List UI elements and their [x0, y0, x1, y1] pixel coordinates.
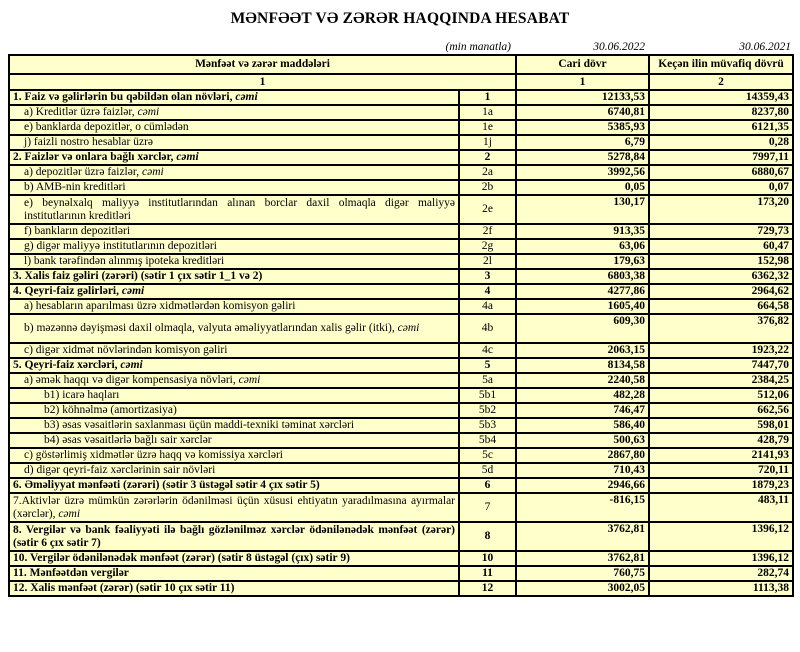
row-code: 12 — [459, 581, 516, 596]
row-value-previous: 664,58 — [649, 299, 793, 314]
row-value-current: 3002,05 — [516, 581, 649, 596]
row-label-text: 6. Əməliyyat mənfəəti (zərəri) (sətir 3 üstəgəl sətir 4 çıx sətir 5) — [13, 479, 320, 491]
row-code: 10 — [459, 551, 516, 566]
row-label — [9, 343, 459, 358]
table-row — [9, 269, 793, 284]
row-label-text: l) bank tərəfindən alınmış ipoteka kreditləri — [24, 255, 225, 267]
row-label — [9, 180, 459, 195]
report-meta-row — [8, 41, 792, 53]
table-row — [9, 165, 793, 180]
table-row — [9, 403, 793, 418]
row-label — [9, 581, 459, 596]
row-label — [9, 254, 459, 269]
row-label-text: 11. Mənfəətdən vergilər — [13, 567, 129, 579]
row-value-current: 2240,58 — [516, 373, 649, 388]
row-code: 4 — [459, 284, 516, 299]
row-label — [9, 566, 459, 581]
row-value-previous: 1396,12 — [649, 551, 793, 566]
row-value-current: 12133,53 — [516, 90, 649, 105]
row-label-text: b3) əsas vəsaitlərin saxlanması üçün maddi-texniki təminat xərcləri — [44, 419, 355, 431]
row-label — [9, 522, 459, 551]
row-value-current: 3762,81 — [516, 551, 649, 566]
row-label-text: f) bankların depozitləri — [24, 225, 131, 237]
row-label — [9, 299, 459, 314]
previous-period-date: 30.06.2021 — [739, 41, 791, 53]
row-code: 2b — [459, 180, 516, 195]
row-value-previous: 0,28 — [649, 135, 793, 150]
table-row — [9, 463, 793, 478]
row-value-previous: 1879,23 — [649, 478, 793, 493]
row-code: 5b2 — [459, 403, 516, 418]
row-label-text: a) əmək haqqı və digər kompensasiya növləri, — [24, 374, 239, 386]
row-value-current: -816,15 — [516, 493, 649, 522]
row-label — [9, 448, 459, 463]
row-code: 5b4 — [459, 433, 516, 448]
row-code: 5d — [459, 463, 516, 478]
row-label-text: 3. Xalis faiz gəliri (zərəri) (sətir 1 çıx sətir 1_1 və 2) — [13, 270, 263, 282]
row-value-previous: 2384,25 — [649, 373, 793, 388]
table-row — [9, 343, 793, 358]
row-code: 4a — [459, 299, 516, 314]
row-value-previous: 662,56 — [649, 403, 793, 418]
row-value-current: 63,06 — [516, 239, 649, 254]
table-row — [9, 478, 793, 493]
table-row — [9, 120, 793, 135]
row-label-text: a) depozitlər üzrə faizlər, — [24, 166, 142, 178]
row-value-current: 710,43 — [516, 463, 649, 478]
unit-note: (min manatla) — [445, 41, 511, 53]
row-label-text: b2) köhnəlmə (amortizasiya) — [44, 404, 177, 416]
row-value-current: 913,35 — [516, 224, 649, 239]
profit-loss-table — [8, 54, 794, 597]
row-label — [9, 90, 459, 105]
row-code: 1e — [459, 120, 516, 135]
row-label-text: 5. Qeyri-faiz xərcləri, — [13, 359, 121, 371]
table-row — [9, 314, 793, 343]
table-row — [9, 195, 793, 224]
table-row — [9, 135, 793, 150]
row-value-previous: 7997,11 — [649, 150, 793, 165]
row-value-current: 179,63 — [516, 254, 649, 269]
row-label-text: c) göstərlimiş xidmətlər üzrə haqq və komissiya xərcləri — [24, 449, 283, 461]
row-label — [9, 165, 459, 180]
row-label-text: 2. Faizlər və onlara bağlı xərclər, — [13, 151, 177, 163]
row-value-current: 0,05 — [516, 180, 649, 195]
row-label-text: 1. Faiz və gəlirlərin bu qəbildən olan növləri, — [13, 91, 236, 103]
row-code: 7 — [459, 493, 516, 522]
row-value-current: 6803,38 — [516, 269, 649, 284]
row-value-previous: 512,06 — [649, 388, 793, 403]
row-label-text: d) digər qeyri-faiz xərclərinin sair növləri — [24, 464, 216, 476]
row-code: 1a — [459, 105, 516, 120]
column-header-items: Mənfəət və zərər maddələri — [9, 55, 516, 74]
row-value-previous: 376,82 — [649, 314, 793, 343]
row-label — [9, 314, 459, 343]
row-value-current: 2063,15 — [516, 343, 649, 358]
row-value-previous: 729,73 — [649, 224, 793, 239]
table-row — [9, 254, 793, 269]
row-label — [9, 358, 459, 373]
table-row — [9, 566, 793, 581]
row-value-previous: 6880,67 — [649, 165, 793, 180]
row-label-text: c) digər xidmət növlərindən komisyon gəliri — [24, 344, 228, 356]
column-index-previous: 2 — [649, 74, 793, 90]
row-value-previous: 2141,93 — [649, 448, 793, 463]
table-row — [9, 551, 793, 566]
row-value-previous: 7447,70 — [649, 358, 793, 373]
row-value-previous: 0,07 — [649, 180, 793, 195]
page-title: MƏNFƏƏT VƏ ZƏRƏR HAQQINDA HESABAT — [230, 10, 570, 27]
row-value-current: 586,40 — [516, 418, 649, 433]
table-row — [9, 373, 793, 388]
row-value-current: 2946,66 — [516, 478, 649, 493]
row-value-current: 5385,93 — [516, 120, 649, 135]
row-label-text: 12. Xalis mənfəət (zərər) (sətir 10 çıx sətir 11) — [13, 582, 235, 594]
row-label — [9, 418, 459, 433]
row-value-previous: 720,11 — [649, 463, 793, 478]
table-row — [9, 581, 793, 596]
row-value-previous: 483,11 — [649, 493, 793, 522]
row-label-italic-suffix: cəmi — [141, 166, 164, 178]
row-label-italic-suffix: cəmi — [235, 91, 258, 103]
column-header-previous-period: Keçən ilin müvafiq dövrü — [649, 55, 793, 74]
row-code: 5a — [459, 373, 516, 388]
row-value-previous: 1923,22 — [649, 343, 793, 358]
row-label — [9, 373, 459, 388]
row-value-previous: 152,98 — [649, 254, 793, 269]
table-row — [9, 448, 793, 463]
row-code: 5c — [459, 448, 516, 463]
row-label — [9, 120, 459, 135]
row-label — [9, 150, 459, 165]
row-label — [9, 269, 459, 284]
row-code: 2 — [459, 150, 516, 165]
table-row — [9, 388, 793, 403]
row-code: 6 — [459, 478, 516, 493]
row-value-previous: 1113,38 — [649, 581, 793, 596]
row-label-italic-suffix: cəmi — [176, 151, 199, 163]
row-value-previous: 598,01 — [649, 418, 793, 433]
header-row-labels — [9, 55, 793, 74]
row-value-current: 6,79 — [516, 135, 649, 150]
row-value-previous: 6362,32 — [649, 269, 793, 284]
row-label-italic-suffix: cəmi — [137, 106, 160, 118]
table-row — [9, 358, 793, 373]
row-value-current: 482,28 — [516, 388, 649, 403]
table-row — [9, 493, 793, 522]
row-label-italic-suffix: cəmi — [238, 374, 261, 386]
row-label — [9, 551, 459, 566]
row-code: 8 — [459, 522, 516, 551]
table-row — [9, 418, 793, 433]
row-label-text: a) hesabların aparılması üzrə xidmətlərdən komisyon gəliri — [24, 300, 296, 312]
row-code: 5 — [459, 358, 516, 373]
row-value-previous: 1396,12 — [649, 522, 793, 551]
row-label-text: g) digər maliyyə institutlarının depozitləri — [24, 240, 217, 252]
row-code: 5b1 — [459, 388, 516, 403]
row-label-text: b) məzənnə dəyişməsi daxil olmaqla, valyuta əməliyyatlarından xalis gəlir (itki), — [24, 322, 398, 334]
row-code: 2e — [459, 195, 516, 224]
row-value-current: 3992,56 — [516, 165, 649, 180]
table-row — [9, 90, 793, 105]
table-row — [9, 150, 793, 165]
row-label — [9, 493, 459, 522]
row-value-current: 130,17 — [516, 195, 649, 224]
row-label-text: e) beynəlxalq maliyyə institutlarından alınan borclar daxil olmaqla digər maliyyə institutlarının kreditləri — [24, 196, 455, 222]
table-header — [9, 55, 793, 90]
row-code: 5b3 — [459, 418, 516, 433]
row-code: 2f — [459, 224, 516, 239]
row-code: 3 — [459, 269, 516, 284]
row-label — [9, 478, 459, 493]
row-code: 2l — [459, 254, 516, 269]
table-row — [9, 180, 793, 195]
row-value-current: 500,63 — [516, 433, 649, 448]
row-label — [9, 105, 459, 120]
current-period-date: 30.06.2022 — [593, 41, 645, 53]
table-row — [9, 105, 793, 120]
row-label — [9, 135, 459, 150]
row-value-current: 2867,80 — [516, 448, 649, 463]
table-row — [9, 433, 793, 448]
row-label-italic-suffix: cəmi — [58, 507, 81, 520]
row-label-text: 4. Qeyri-faiz gəlirləri, — [13, 285, 122, 297]
row-code: 1j — [459, 135, 516, 150]
row-label — [9, 239, 459, 254]
row-label-text: 7.Aktivlər üzrə mümkün zərərlərin ödənilməsi üçün xüsusi ehtiyatın yaradılmasına ayırmalar (xərclər), — [13, 494, 455, 520]
column-header-current-period: Cari dövr — [516, 55, 649, 74]
row-value-previous: 173,20 — [649, 195, 793, 224]
report-table-body — [9, 90, 793, 596]
row-label — [9, 388, 459, 403]
row-code: 1 — [459, 90, 516, 105]
table-row — [9, 224, 793, 239]
row-code: 11 — [459, 566, 516, 581]
row-label-text: e) banklarda depozitlər, o cümlədən — [24, 121, 189, 133]
row-value-current: 760,75 — [516, 566, 649, 581]
row-code: 4b — [459, 314, 516, 343]
row-value-current: 6740,81 — [516, 105, 649, 120]
row-value-previous: 2964,62 — [649, 284, 793, 299]
row-label-text: 10. Vergilər ödənilənədək mənfəət (zərər) (sətir 8 üstəgəl (çıx) sətir 9) — [13, 552, 350, 564]
row-label-text: j) faizli nostro hesablar üzrə — [24, 136, 153, 148]
row-value-current: 4277,86 — [516, 284, 649, 299]
row-label — [9, 224, 459, 239]
header-row-indexes — [9, 74, 793, 90]
row-label — [9, 284, 459, 299]
row-value-current: 746,47 — [516, 403, 649, 418]
row-value-current: 609,30 — [516, 314, 649, 343]
row-label-text: 8. Vergilər və bank fəaliyyəti ilə bağlı gözlənilməz xərclər ödənilənədək mənfəət (zərər) (sətir 6 çıx sətir 7) — [13, 523, 455, 549]
row-value-current: 8134,58 — [516, 358, 649, 373]
row-code: 2g — [459, 239, 516, 254]
row-label-text: b4) əsas vəsaitlərlə bağlı sair xərclər — [44, 434, 212, 446]
row-label — [9, 403, 459, 418]
row-label — [9, 463, 459, 478]
table-row — [9, 284, 793, 299]
row-value-previous: 14359,43 — [649, 90, 793, 105]
row-value-current: 1605,40 — [516, 299, 649, 314]
row-value-previous: 428,79 — [649, 433, 793, 448]
row-code: 2a — [459, 165, 516, 180]
row-label-text: b1) icarə haqları — [44, 389, 120, 401]
row-value-previous: 282,74 — [649, 566, 793, 581]
column-index-items: 1 — [9, 74, 516, 90]
table-row — [9, 239, 793, 254]
row-value-current: 5278,84 — [516, 150, 649, 165]
row-label-text: a) Kreditlər üzrə faizlər, — [24, 106, 138, 118]
row-label-italic-suffix: cəmi — [397, 322, 420, 334]
row-value-previous: 8237,80 — [649, 105, 793, 120]
row-value-current: 3762,81 — [516, 522, 649, 551]
row-value-previous: 6121,35 — [649, 120, 793, 135]
row-label-italic-suffix: cəmi — [120, 359, 143, 371]
row-label-text: b) AMB-nin kreditləri — [24, 181, 126, 193]
table-row — [9, 522, 793, 551]
row-label — [9, 433, 459, 448]
row-code: 4c — [459, 343, 516, 358]
table-row — [9, 299, 793, 314]
column-index-current: 1 — [516, 74, 649, 90]
row-label-italic-suffix: cəmi — [121, 285, 145, 297]
row-label — [9, 195, 459, 224]
row-value-previous: 60,47 — [649, 239, 793, 254]
